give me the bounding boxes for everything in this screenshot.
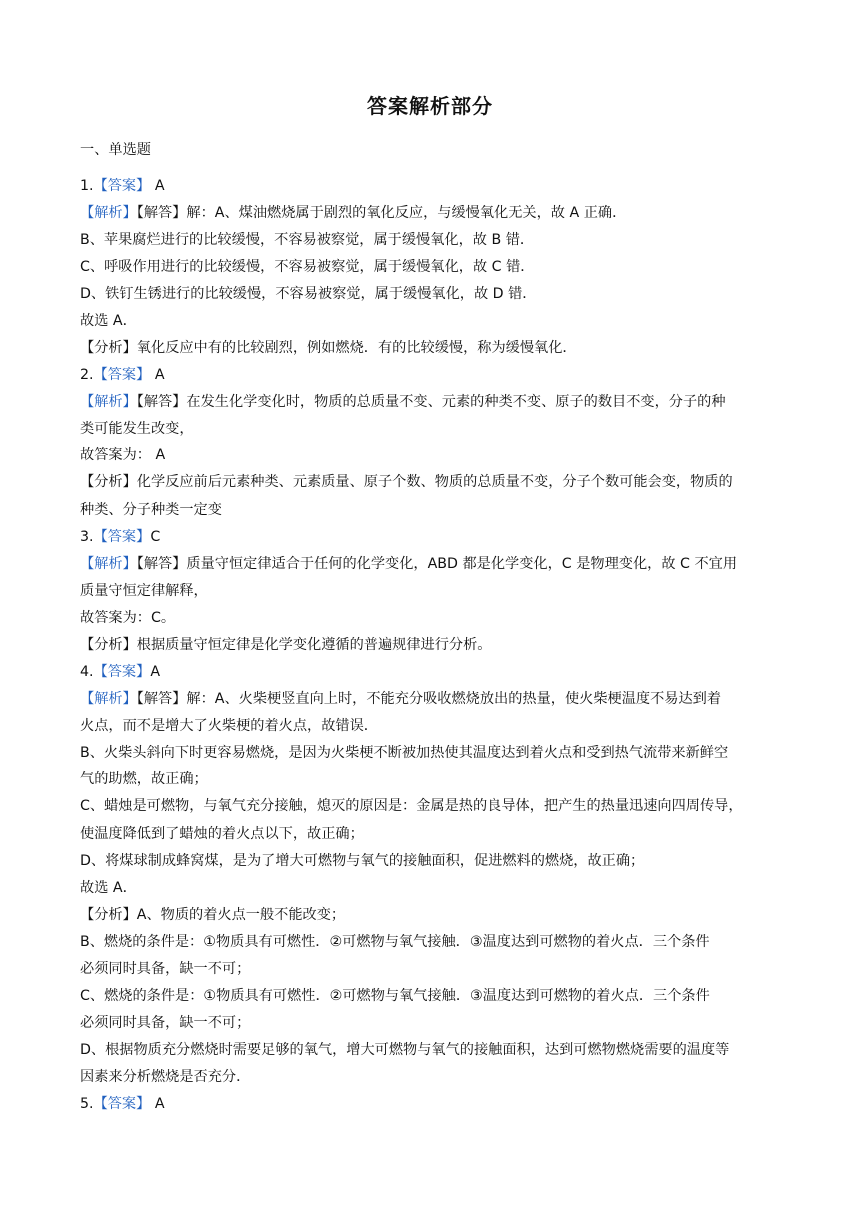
q5-answer-line — [80, 1095, 780, 1113]
q1-line-3: C、呼吸作用进行的比较缓慢，不容易被察觉，属于缓慢氧化，故 C 错． — [80, 259, 535, 275]
q3-line-2: 质量守恒定律解释， — [80, 583, 208, 599]
q2-line-3: 故答案为： A — [80, 447, 166, 463]
q1-line-2: B、苹果腐烂进行的比较缓慢，不容易被察觉，属于缓慢氧化，故 B 错． — [80, 232, 535, 248]
page-title: 答案解析部分 — [367, 94, 493, 118]
q2-line-2: 类可能发生改变， — [80, 421, 194, 437]
q3-explanation — [80, 555, 780, 573]
q4-analysis-3: 必须同时具备，缺一不可； — [80, 961, 251, 977]
q2-explanation — [80, 393, 780, 411]
q2-explanation-tag: 【解析】 — [80, 394, 137, 410]
q4-line-1: 【解答】解：A、火柴梗竖直向上时，不能充分吸收燃烧放出的热量，使火柴梗温度不易达到着 — [136, 691, 722, 707]
q4-analysis-5: 必须同时具备，缺一不可； — [80, 1015, 251, 1031]
q4-line-8: 故选 A． — [80, 880, 137, 896]
q5-answer-tag: 【答案】 — [93, 1096, 151, 1112]
q2-line-1: 【解答】在发生化学变化时，物质的总质量不变、元素的种类不变、原子的数目不变，分子的种 — [136, 394, 726, 410]
q1-line-4: D、铁钉生锈进行的比较缓慢，不容易被察觉，属于缓慢氧化，故 D 错． — [80, 286, 537, 302]
q5-answer: A — [150, 1096, 165, 1112]
q1-analysis: 【分析】氧化反应中有的比较剧烈，例如燃烧．有的比较缓慢，称为缓慢氧化． — [80, 340, 577, 356]
q4-analysis-6: D、根据物质充分燃烧时需要足够的氧气，增大可燃物与氧气的接触面积，达到可燃物燃烧需要的温度等 — [80, 1042, 730, 1058]
q4-answer: A — [150, 664, 161, 680]
q2-answer-line — [80, 366, 780, 384]
q4-line-6: 使温度降低到了蜡烛的着火点以下，故正确； — [80, 826, 364, 842]
q2-analysis-1: 【分析】化学反应前后元素种类、元素质量、原子个数、物质的总质量不变，分子个数可能会变，物质的 — [80, 474, 733, 490]
q3-answer-line — [80, 528, 780, 546]
q2-answer-tag: 【答案】 — [93, 367, 151, 383]
q1-line-5: 故选 A． — [80, 313, 137, 329]
q4-line-2: 火点，而不是增大了火柴梗的着火点，故错误． — [80, 718, 378, 734]
q4-number: 4. — [80, 664, 94, 680]
q4-line-5: C、蜡烛是可燃物，与氧气充分接触，熄灭的原因是：金属是热的良导体，把产生的热量迅速向四周传导， — [80, 798, 743, 814]
section-heading: 一、单选题 — [80, 142, 151, 158]
q3-number: 3. — [80, 529, 94, 545]
q1-answer-tag: 【答案】 — [93, 178, 151, 194]
q4-answer-line — [80, 663, 780, 681]
q3-explanation-tag: 【解析】 — [80, 556, 137, 572]
q2-number: 2. — [80, 367, 94, 383]
q3-answer: C — [150, 529, 161, 545]
q4-line-3: B、火柴头斜向下时更容易燃烧，是因为火柴梗不断被加热使其温度达到着火点和受到热气流带来新鲜空 — [80, 745, 729, 761]
q3-line-1: 【解答】质量守恒定律适合于任何的化学变化，ABD 都是化学变化，C 是物理变化，故 C 不宜用 — [136, 556, 738, 572]
q4-explanation-tag: 【解析】 — [80, 691, 137, 707]
q1-answer-line — [80, 177, 780, 195]
q1-explanation — [80, 204, 780, 222]
q4-explanation — [80, 690, 780, 708]
q2-answer: A — [150, 367, 165, 383]
q4-line-4: 气的助燃，故正确； — [80, 771, 208, 787]
q3-answer-tag: 【答案】 — [93, 529, 151, 545]
q1-line-1: 【解答】解：A、煤油燃烧属于剧烈的氧化反应，与缓慢氧化无关，故 A 正确． — [136, 205, 627, 221]
q4-analysis-2: B、燃烧的条件是：①物质具有可燃性．②可燃物与氧气接触．③温度达到可燃物的着火点．三个条件 — [80, 934, 710, 950]
q4-analysis-7: 因素来分析燃烧是否充分． — [80, 1069, 251, 1085]
q1-explanation-tag: 【解析】 — [80, 205, 137, 221]
q4-line-7: D、将煤球制成蜂窝煤，是为了增大可燃物与氧气的接触面积，促进燃料的燃烧，故正确； — [80, 853, 645, 869]
q5-number: 5. — [80, 1096, 94, 1112]
q1-answer: A — [150, 178, 165, 194]
q4-answer-tag: 【答案】 — [93, 664, 151, 680]
q4-analysis-1: 【分析】A、物质的着火点一般不能改变； — [80, 907, 346, 923]
q3-analysis: 【分析】根据质量守恒定律是化学变化遵循的普遍规律进行分析。 — [80, 637, 492, 653]
q1-number: 1. — [80, 178, 94, 194]
q2-analysis-2: 种类、分子种类一定变 — [80, 502, 222, 518]
q3-line-3: 故答案为：C。 — [80, 610, 176, 626]
q4-analysis-4: C、燃烧的条件是：①物质具有可燃性．②可燃物与氧气接触．③温度达到可燃物的着火点．三个条件 — [80, 988, 710, 1004]
